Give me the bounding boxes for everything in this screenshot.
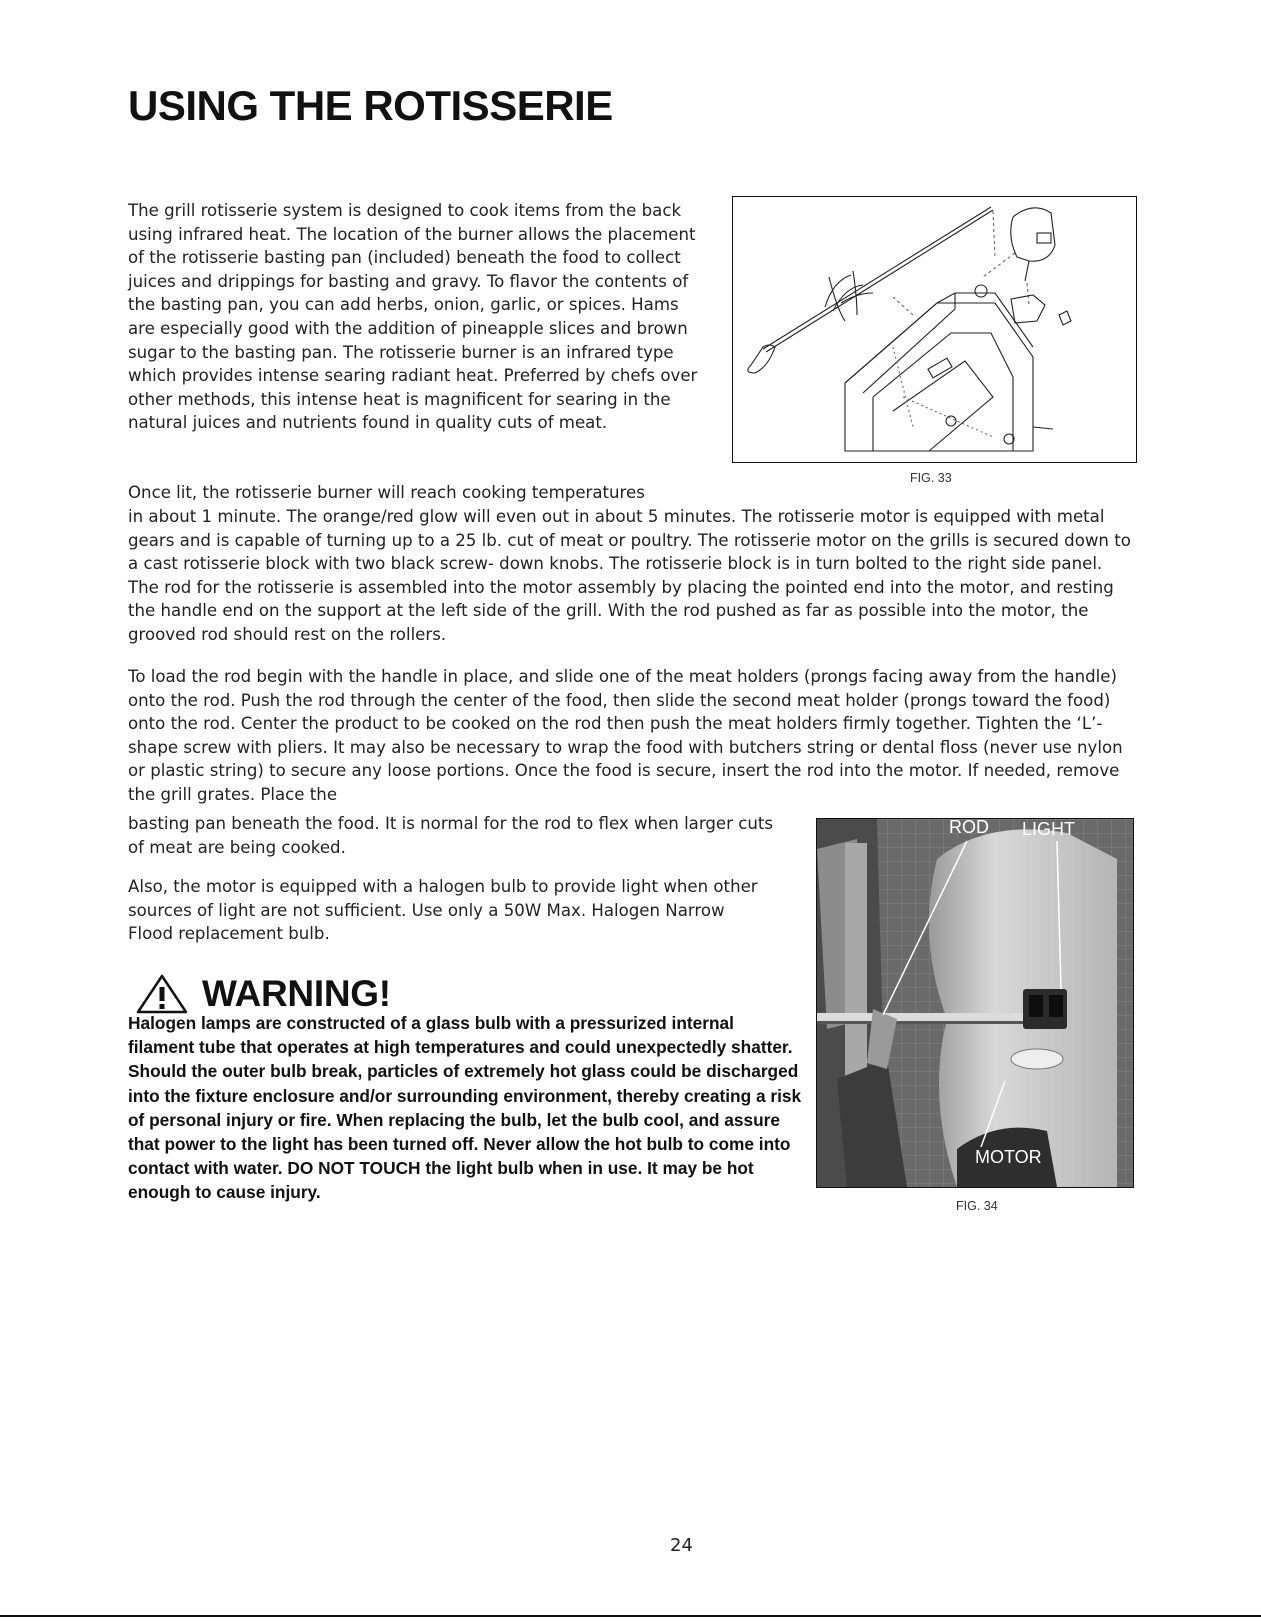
warning-heading <box>134 972 391 1016</box>
motor-label: MOTOR <box>975 1147 1042 1167</box>
halogen-paragraph: Also, the motor is equipped with a halogen bulb to provide light when other sources of light are not sufficient. Use only a 50W Max. Halogen Narrow Flood replacement bulb. <box>128 877 758 944</box>
bottom-rule <box>0 1615 1261 1617</box>
rotisserie-diagram-illustration <box>733 197 1136 462</box>
figure-34-motor-photo <box>816 818 1134 1188</box>
warning-triangle-icon <box>134 972 190 1016</box>
motor-photo-illustration <box>817 819 1133 1187</box>
intro-paragraph: The grill rotisserie system is designed to cook items from the back using infrared heat. The location of the burner allows the placement of the rotisserie basting pan (included) beneath the food to collect juices and drippings for basting and gravy. To flavor the contents of the basting pan, you can add herbs, onion, garlic, or spices. Hams are especially good with the addition of pineapple slices and brown sugar to the basting pan. The rotisserie burner is an infrared type which provides intense searing radiant heat. Preferred by chefs over other methods, this intense heat is magnificent for searing in the natural juices and nutrients found in quality cuts of meat. <box>128 201 698 433</box>
figure-34-caption: FIG. 34 <box>956 1199 998 1213</box>
warning-title: WARNING! <box>202 973 391 1014</box>
figure-33-rotisserie-diagram <box>732 196 1137 463</box>
lighting-paragraph: in about 1 minute. The orange/red glow will even out in about 5 minutes. The rotisserie motor is equipped with metal gears and is capable of turning up to a 25 lb. cut of meat or poultry. The rotisserie motor on the grills is secured down to a cast rotisserie block with two black screw- down knobs. The rotisserie block is in turn bolted to the right side panel. The rod for the rotisserie is assembled into the motor assembly by placing the pointed end into the motor, and resting the handle end on the support at the left side of the grill. With the rod pushed as far as possible into the motor, the grooved rod should rest on the rollers. <box>128 507 1131 644</box>
light-label: LIGHT <box>1022 819 1076 839</box>
figure-33-caption: FIG. 33 <box>910 471 952 485</box>
warning-text: Halogen lamps are constructed of a glass bulb with a pressurized internal filament tube that operates at high temperatures and could unexpectedly shatter. Should the outer bulb break, particles of extremely hot glass could be discharged into the fixture enclosure and/or surrounding environment, thereby creating a risk of personal injury or fire. When replacing the bulb, let the bulb cool, and assure that power to the light has been turned off. Never allow the hot bulb to come into contact with water. DO NOT TOUCH the light bulb when in use. It may be hot enough to cause injury. <box>128 1013 802 1203</box>
rod-label: ROD <box>949 818 989 837</box>
page-title: USING THE ROTISSERIE <box>128 82 613 129</box>
lighting-paragraph-start: Once lit, the rotisserie burner will reach cooking temperatures <box>128 483 645 502</box>
loading-paragraph-end: basting pan beneath the food. It is normal for the rod to flex when larger cuts of meat are being cooked. <box>128 814 774 857</box>
page-number: 24 <box>670 1535 693 1556</box>
loading-paragraph: To load the rod begin with the handle in place, and slide one of the meat holders (prongs facing away from the handle) onto the rod. Push the rod through the center of the food, then slide the second meat holder (prongs toward the food) onto the rod. Center the product to be cooked on the rod then push the meat holders firmly together. Tighten the ‘L’- shape screw with pliers. It may also be necessary to wrap the food with butchers string or dental floss (never use nylon or plastic string) to secure any loose portions. Once the food is secure, insert the rod into the motor. If needed, remove the grill grates. Place the <box>128 667 1123 804</box>
